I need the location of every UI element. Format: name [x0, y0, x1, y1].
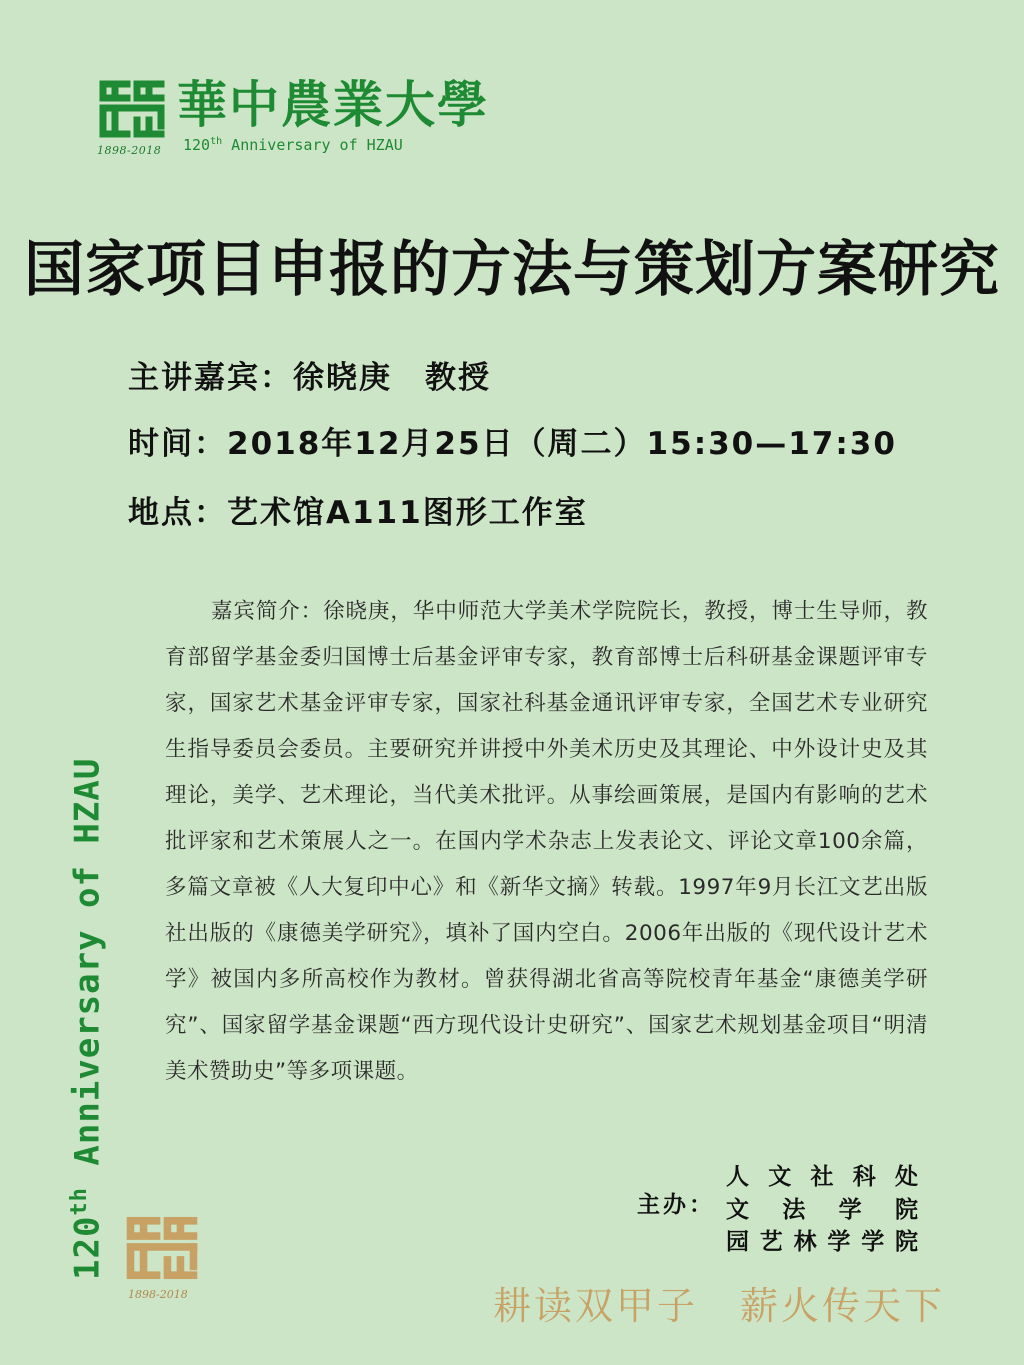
organizer-item: 园艺林学学院: [726, 1229, 918, 1255]
side-number: 120: [67, 1215, 108, 1280]
organizer-label: 主办：: [637, 1192, 715, 1218]
time-line: 时间：2018年12月25日（周二）15:30—17:30: [128, 426, 897, 462]
organizer-item: 文法学院: [726, 1197, 918, 1223]
side-anniversary-text: [67, 758, 107, 1280]
slogan-part: 薪火传天下: [740, 1284, 946, 1328]
slogan: [493, 1275, 987, 1330]
university-name: 華中農業大學: [177, 75, 489, 134]
lecture-title: 国家项目申报的方法与策划方案研究: [24, 235, 1000, 305]
side-suffix: th: [67, 1187, 92, 1216]
anniversary-suffix: th: [210, 136, 223, 147]
slogan-part: 耕读双甲子: [493, 1284, 699, 1328]
organizer-item: 人文社科处: [726, 1164, 918, 1190]
bottom-seal-icon: [124, 1213, 200, 1283]
speaker-line: 主讲嘉宾：徐晓庚 教授: [128, 360, 491, 396]
university-logo: [97, 74, 489, 164]
university-seal-icon: [97, 78, 167, 140]
speaker-bio: 嘉宾简介：徐晓庚，华中师范大学美术学院院长，教授，博士生导师，教育部留学基金委归国博士后基金评审专家，教育部博士后科研基金课题评审专家，国家艺术基金评审专家，国家社科基金通讯评审专家，全国艺术专业研究生指导委员会委员。主要研究并讲授中外美术历史及其理论、中外设计史及其理论，美学、艺术理论，当代美术批评。从事绘画策展，是国内有影响的艺术批评家和艺术策展人之一。在国内学术杂志上发表论文、评论文章100余篇，多篇文章被《人大复印中心》和《新华文摘》转载。1997年9月长江文艺出版社出版的《康德美学研究》，填补了国内空白。2006年出版的《现代设计艺术学》被国内多所高校作为教材。曾获得湖北省高等院校青年基金“康德美学研究”、国家留学基金课题“西方现代设计史研究”、国家艺术规划基金项目“明清美术赞助史”等多项课题。: [165, 599, 928, 1084]
anniversary-number: 120: [183, 136, 211, 154]
seal-years: 1898-2018: [97, 144, 162, 157]
bottom-seal-years: 1898-2018: [128, 1288, 188, 1301]
side-caption: Anniversary of HZAU: [67, 757, 108, 1188]
place-line: 地点：艺术馆A111图形工作室: [128, 495, 588, 531]
anniversary-text: Anniversary of HZAU: [231, 136, 403, 154]
anniversary-caption: [183, 136, 403, 154]
